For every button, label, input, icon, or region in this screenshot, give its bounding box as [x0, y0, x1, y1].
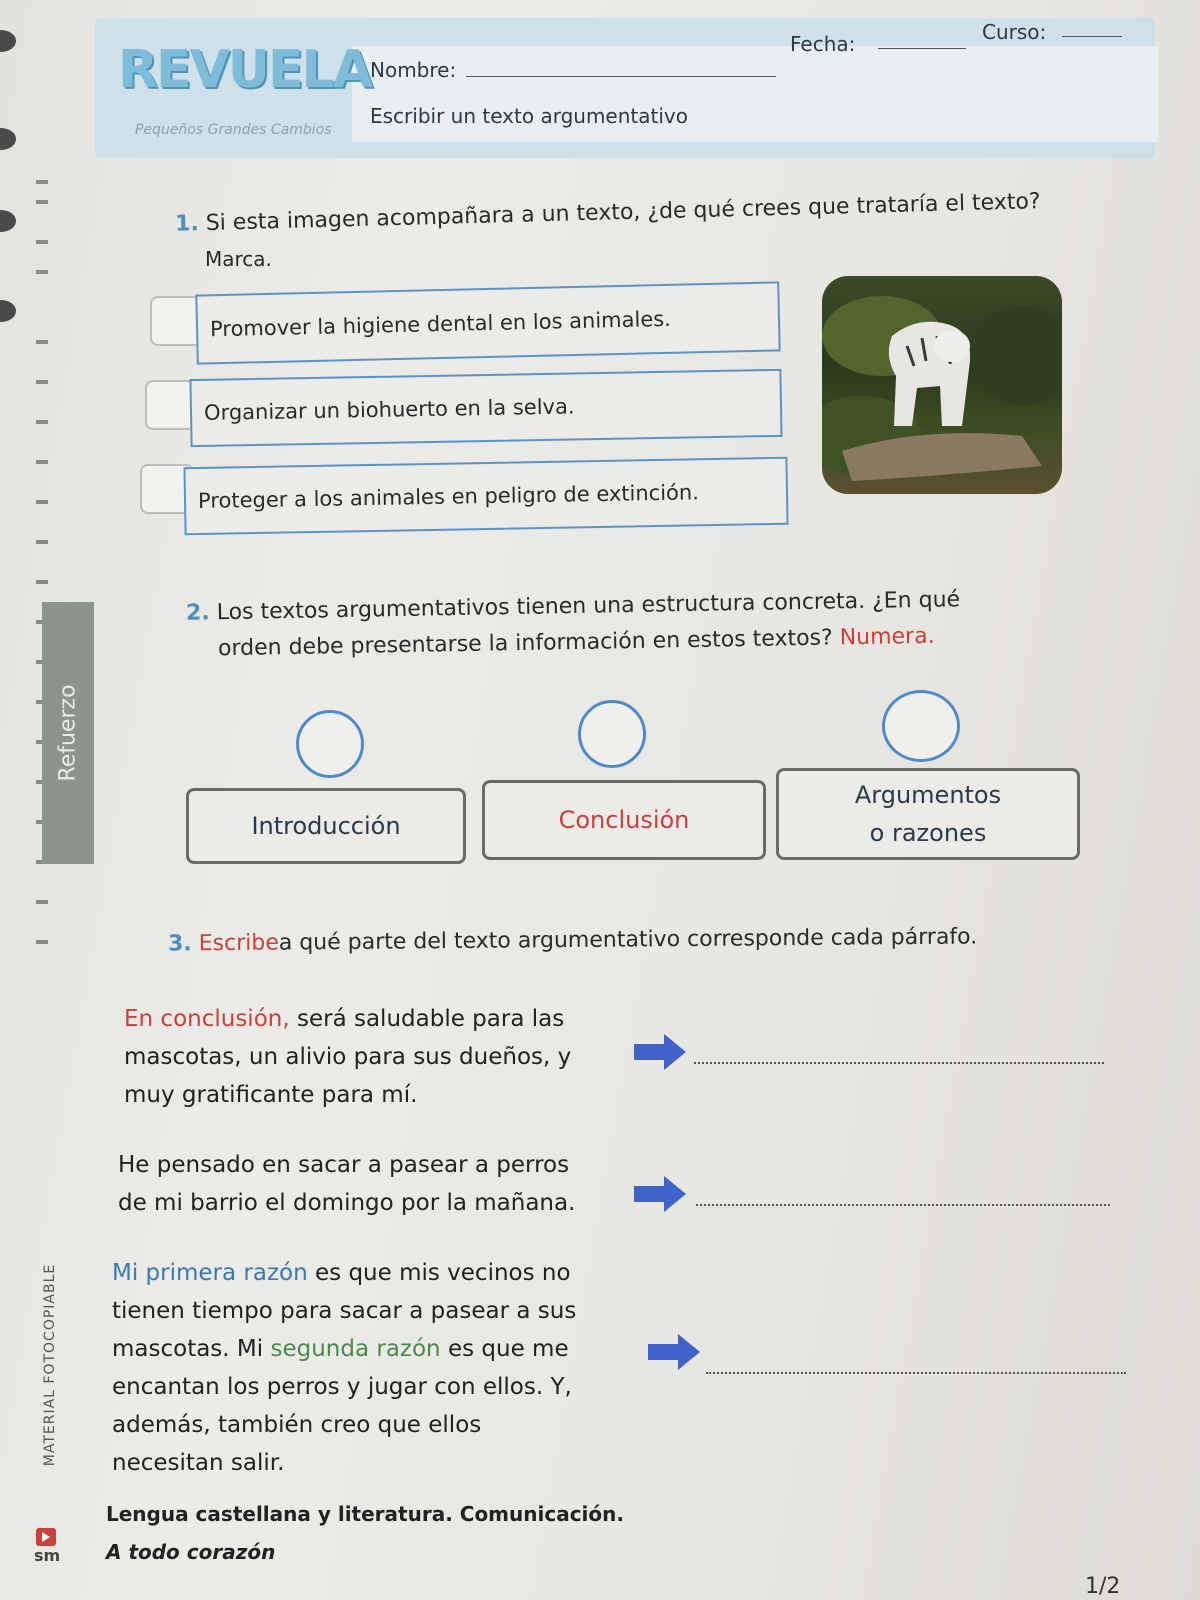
arrow-right-icon — [634, 1034, 686, 1070]
p3-highlight-2: segunda razón — [270, 1336, 441, 1362]
q3-prompt — [168, 920, 977, 961]
q1-option-3 — [183, 457, 788, 536]
nombre-label: Nombre: — [370, 58, 457, 82]
p3-line6: necesitan salir. — [112, 1450, 285, 1476]
box-introduccion — [186, 788, 466, 864]
arrow-right-icon — [648, 1334, 700, 1370]
p3-line5: además, también creo que ellos — [112, 1412, 482, 1438]
answer-line-3[interactable] — [706, 1372, 1126, 1374]
publisher-text: sm — [34, 1546, 61, 1565]
footer-series: A todo corazón — [106, 1540, 276, 1564]
q3-instruction: Escribe — [198, 930, 279, 957]
p1-line2: mascotas, un alivio para sus dueños, y — [124, 1044, 572, 1070]
box-argumentos-label-1: Argumentos — [854, 781, 1002, 809]
q1-text: Si esta imagen acompañara a un texto, ¿de qué crees que trataría el texto? — [205, 189, 1041, 236]
brand-tagline: Pequeños Grandes Cambios — [135, 122, 332, 138]
curso-label: Curso: — [982, 20, 1047, 44]
p1-highlight: En conclusión, — [124, 1006, 290, 1032]
order-circle-1[interactable] — [296, 710, 364, 778]
box-introduccion-label: Introducción — [251, 812, 401, 840]
box-conclusion-label: Conclusión — [558, 806, 690, 834]
publisher-logo — [28, 1528, 66, 1568]
photocopy-label-text: MATERIAL FOTOCOPIABLE — [42, 1263, 58, 1467]
tiger-photo — [822, 276, 1062, 494]
topic-title: Escribir un texto argumentativo — [370, 104, 688, 128]
p3-line4: encantan los perros y jugar con ellos. Y, — [112, 1374, 572, 1400]
paragraph-3 — [112, 1254, 576, 1482]
order-circle-3[interactable] — [882, 690, 960, 762]
p3-line3-start: mascotas. Mi — [112, 1336, 271, 1362]
q1-prompt — [175, 184, 1076, 242]
curso-blank[interactable] — [1062, 36, 1122, 37]
nombre-blank[interactable] — [466, 76, 776, 77]
q2-instruction: Numera. — [839, 623, 935, 651]
page-number: 1/2 — [1085, 1574, 1121, 1599]
order-circle-2[interactable] — [578, 700, 646, 768]
q1-option-1-label: Promover la higiene dental en los animales. — [209, 306, 672, 342]
q1-option-2 — [189, 369, 782, 447]
refuerzo-label: Refuerzo — [55, 684, 81, 782]
footer-subject: Lengua castellana y literatura. Comunicación. — [106, 1502, 624, 1526]
p3-line2: tienen tiempo para sacar a pasear a sus — [112, 1298, 577, 1324]
q1-instruction: Marca. — [205, 247, 272, 271]
refuerzo-tab — [42, 602, 94, 864]
q1-option-3-label: Proteger a los animales en peligro de extinción. — [197, 480, 700, 514]
fecha-blank[interactable] — [878, 48, 966, 49]
p1-line1: será saludable para las — [289, 1006, 565, 1032]
p2-line2: de mi barrio el domingo por la mañana. — [118, 1190, 576, 1216]
box-conclusion — [482, 780, 766, 860]
paragraph-2 — [118, 1146, 575, 1222]
p3-line1: es que mis vecinos no — [307, 1260, 571, 1286]
q3-number: 3. — [167, 931, 192, 957]
box-argumentos-label-2: o razones — [869, 819, 987, 847]
name-field-box — [352, 46, 1158, 92]
fecha-label: Fecha: — [790, 32, 856, 56]
paragraph-1 — [124, 1000, 571, 1114]
arrow-right-icon — [634, 1176, 686, 1212]
p3-highlight-1: Mi primera razón — [112, 1260, 308, 1286]
brand-logo: REVUELA — [118, 40, 371, 100]
photocopy-label — [30, 1250, 70, 1480]
answer-line-1[interactable] — [694, 1062, 1104, 1064]
p1-line3: muy gratificante para mí. — [124, 1082, 418, 1108]
answer-line-2[interactable] — [696, 1204, 1110, 1206]
q1-option-2-label: Organizar un biohuerto en la selva. — [203, 394, 575, 425]
q2-text-line2: orden debe presentarse la información en estos textos? — [217, 625, 833, 662]
q1-number: 1. — [174, 211, 200, 237]
q2-text-line1: Los textos argumentativos tienen una estructura concreta. ¿En qué — [216, 587, 961, 626]
p3-line3-rest: es que me — [440, 1336, 569, 1362]
q2-number: 2. — [185, 600, 210, 626]
p2-line1: He pensado en sacar a pasear a perros — [118, 1152, 570, 1178]
box-argumentos — [776, 768, 1080, 860]
q3-text: a qué parte del texto argumentativo corresponde cada párrafo. — [278, 924, 978, 956]
q1-option-1 — [195, 281, 780, 364]
